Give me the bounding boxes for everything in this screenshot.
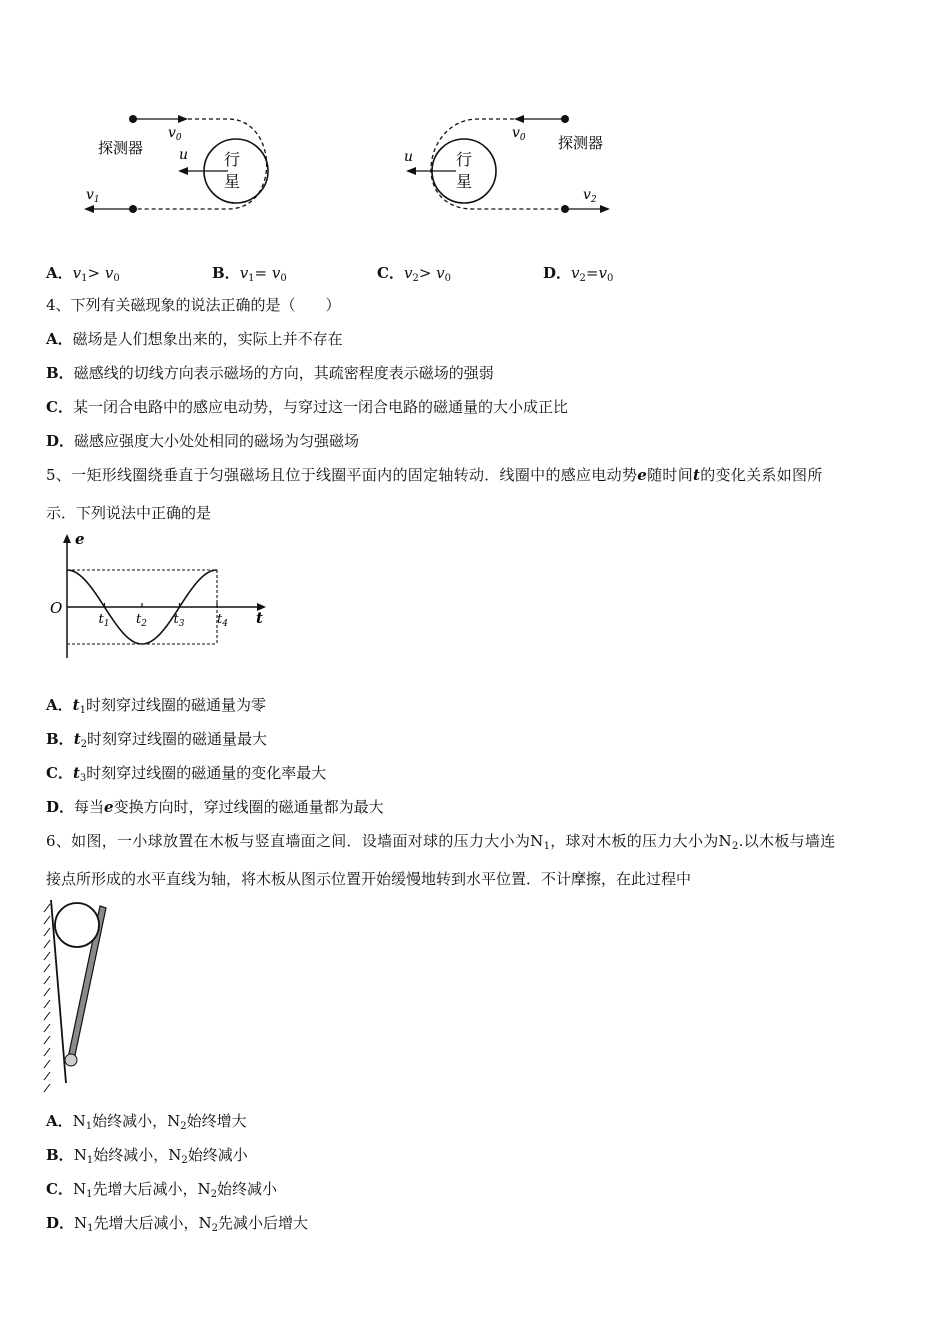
q6-stem-line1: 6、如图，一小球放置在木板与竖直墙面之间．设墙面对球的压力大小为$N_1$，球对木板的压力大小为$N_2$.以木板与墙连: [46, 832, 836, 852]
q3-options: [46, 262, 746, 282]
q4-option-c: C．某一闭合电路中的感应电动势，与穿过这一闭合电路的磁通量的大小成正比: [46, 398, 568, 416]
q6-option-d: D．$N_1$先增大后减小，$N_2$先减小后增大: [46, 1214, 309, 1234]
q5-option-a: A．$t_1$时刻穿过线圈的磁通量为零: [46, 696, 266, 716]
q3-option-b: B．$v_1= v_0$: [212, 264, 287, 284]
hinge: [65, 1054, 77, 1066]
tick-label-t3: $t_3$: [173, 612, 185, 629]
u-arrowhead: [178, 167, 188, 175]
q6-figure: [40, 898, 120, 1093]
probe-dot-bottom: [561, 205, 569, 213]
q6-option-c: C．$N_1$先增大后减小，$N_2$始终减小: [46, 1180, 277, 1200]
origin-label: O: [50, 599, 63, 617]
q6-option-b: B．$N_1$始终减小，$N_2$始终减小: [46, 1146, 248, 1166]
v0-arrowhead: [514, 115, 524, 123]
u-arrowhead: [406, 167, 416, 175]
v0-label: $v_0$: [512, 125, 526, 143]
x-axis-label: t: [256, 609, 263, 627]
q4-option-a: A．磁场是人们想象出来的，实际上并不存在: [46, 330, 343, 348]
v2-label: $v_2$: [583, 187, 597, 205]
trajectory-path: [431, 119, 565, 209]
wall-hatching: [44, 904, 50, 1092]
q4-option-d: D．磁感应强度大小处处相同的磁场为匀强磁场: [46, 432, 360, 450]
planet-text-1: 行: [456, 150, 473, 169]
v1-label: $v_1$: [86, 187, 100, 205]
tick-label-t2: $t_2$: [136, 612, 147, 629]
q5-option-c: C．$t_3$时刻穿过线圈的磁通量的变化率最大: [46, 764, 327, 784]
v1-arrowhead: [84, 205, 94, 213]
q5-option-b: B．$t_2$时刻穿过线圈的磁通量最大: [46, 730, 268, 750]
planet-text-2: 星: [456, 172, 473, 191]
probe-dot-top: [129, 115, 137, 123]
q3-figure-right: [404, 115, 610, 213]
q6-stem-line2: 接点所形成的水平直线为轴，将木板从图示位置开始缓慢地转到水平位置．不计摩擦，在此过程中: [46, 870, 692, 888]
probe-label: 探测器: [98, 139, 144, 157]
probe-dot-top: [561, 115, 569, 123]
u-label: u: [179, 147, 189, 163]
probe-label: 探测器: [558, 134, 604, 152]
v0-arrowhead: [178, 115, 188, 123]
trajectory-path: [133, 119, 267, 209]
q5-et-chart: [44, 528, 274, 663]
v0-label: $v_0$: [168, 125, 182, 143]
q5-stem-line2: 示．下列说法中正确的是: [46, 504, 212, 522]
q5-option-d: D．每当e变换方向时，穿过线圈的磁通量都为最大: [46, 798, 384, 816]
q3-option-a: A．$v_1> v_0$: [46, 264, 120, 284]
q4-option-b: B．磁感线的切线方向表示磁场的方向，其疏密程度表示磁场的强弱: [46, 364, 494, 382]
y-axis-label: e: [75, 530, 85, 548]
u-label: u: [404, 149, 414, 165]
q3-figure-left: [84, 115, 268, 213]
v2-arrowhead: [600, 205, 610, 213]
q3-option-d: D．$v_2=v_0$: [543, 264, 614, 284]
planet-text-2: 星: [224, 172, 241, 191]
tick-label-t4: $t_4$: [217, 612, 228, 629]
q3-figure: [78, 105, 638, 225]
planet-text-1: 行: [224, 150, 241, 169]
y-axis-arrowhead: [63, 534, 71, 543]
q3-option-c: C．$v_2> v_0$: [377, 264, 452, 284]
probe-dot-bottom: [129, 205, 137, 213]
tick-label-t1: $t_1$: [98, 612, 110, 629]
q4-stem: 4、下列有关磁现象的说法正确的是（ ）: [46, 296, 341, 314]
q5-stem-line1: 5、一矩形线圈绕垂直于匀强磁场且位于线圈平面内的固定轴转动．线圈中的感应电动势e随时间t的变化关系如图所: [46, 466, 823, 484]
q6-option-a: A．$N_1$始终减小，$N_2$始终增大: [46, 1112, 247, 1132]
ball: [55, 903, 99, 947]
